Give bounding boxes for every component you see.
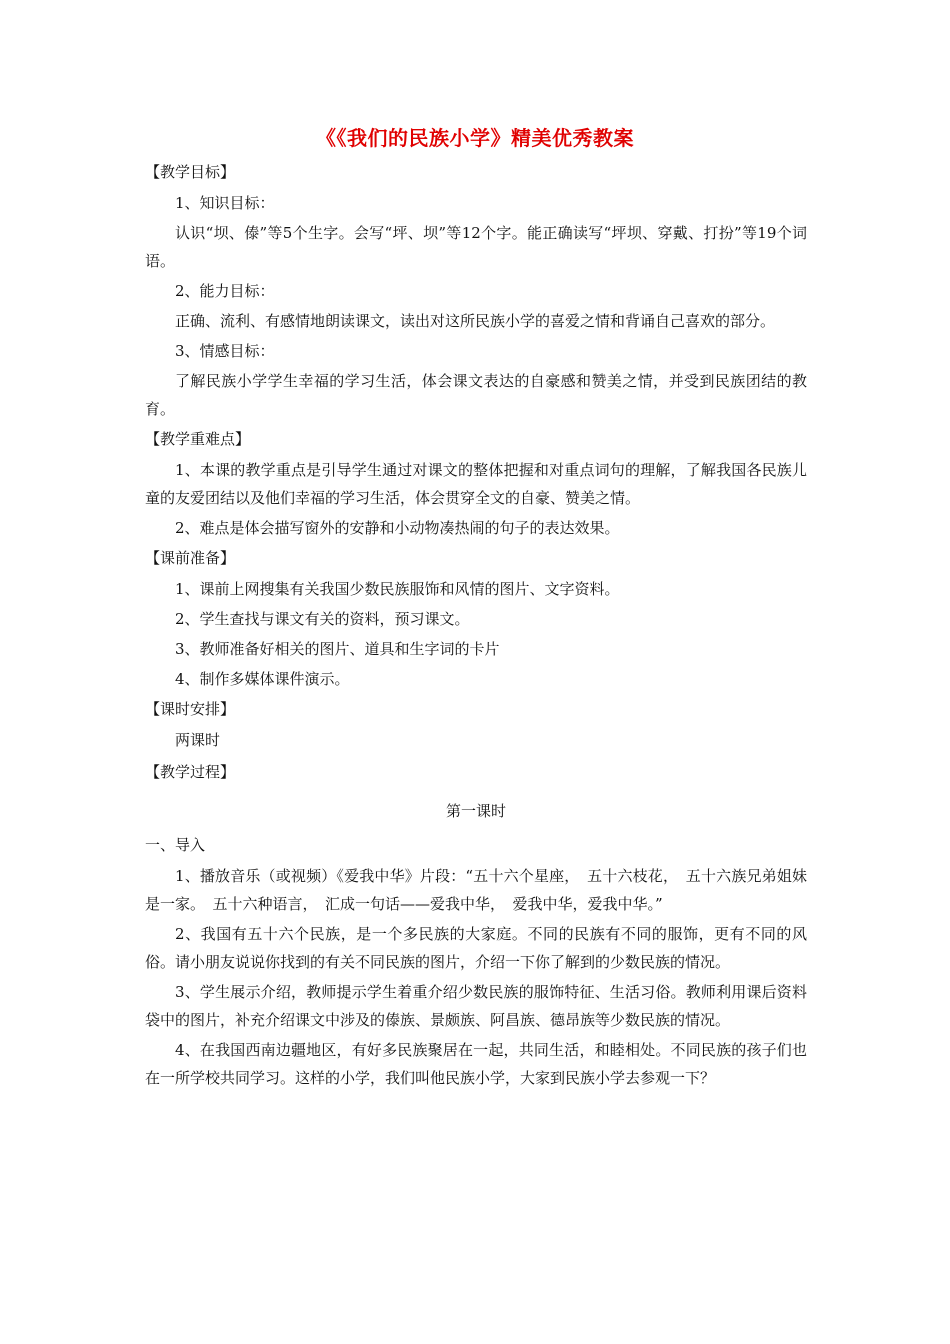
lesson-title: 第一课时: [445, 802, 506, 820]
goal-emotion-text: 了解民族小学学生幸福的学习生活，体会课文表达的自豪感和赞美之情，并受到民族团结的教育。: [145, 372, 807, 418]
goal-emotion-label: 3、情感目标：: [175, 342, 275, 360]
goal-ability-text: 正确、流利、有感情地朗读课文，读出对这所民族小学的喜爱之情和背诵自己喜欢的部分。: [175, 312, 776, 330]
goal-knowledge-label: 1、知识目标：: [175, 194, 275, 212]
intro-step-2: 2、我国有五十六个民族，是一个多民族的大家庭。不同的民族有不同的服饰，更有不同的风俗。请小朋友说说你找到的有关不同民族的图片，介绍一下你了解到的少数民族的情况。: [145, 925, 807, 971]
section-heading-schedule: 【课时安排】: [145, 700, 236, 718]
section-heading-keypoints: 【教学重难点】: [145, 430, 251, 448]
intro-step-1: 1、播放音乐（或视频）《爱我中华》片段：“五十六个星座， 五十六枝花， 五十六族兄弟姐妹是一家。 五十六种语言， 汇成一句话——爱我中华， 爱我中华，爱我中华。”: [145, 867, 807, 913]
section-heading-goals: 【教学目标】: [145, 163, 236, 181]
intro-step-3: 3、学生展示介绍，教师提示学生着重介绍少数民族的服饰特征、生活习俗。教师利用课后资料袋中的图片，补充介绍课文中涉及的傣族、景颇族、阿昌族、德昂族等少数民族的情况。: [145, 983, 807, 1029]
section-heading-process: 【教学过程】: [145, 763, 236, 781]
prep-item-1: 1、课前上网搜集有关我国少数民族服饰和风情的图片、文字资料。: [175, 580, 620, 598]
prep-item-3: 3、教师准备好相关的图片、道具和生字词的卡片: [175, 640, 500, 658]
keypoint-2: 2、难点是体会描写窗外的安静和小动物凑热闹的句子的表达效果。: [175, 519, 620, 537]
section-heading-prep: 【课前准备】: [145, 549, 236, 567]
part-heading-intro: 一、导入: [145, 836, 206, 854]
schedule-text: 两课时: [175, 731, 221, 749]
document-body: [145, 158, 807, 1092]
prep-item-4: 4、制作多媒体课件演示。: [175, 670, 350, 688]
keypoint-1: 1、本课的教学重点是引导学生通过对课文的整体把握和对重点词句的理解，了解我国各民族儿童的友爱团结以及他们幸福的学习生活，体会贯穿全文的自豪、赞美之情。: [145, 461, 807, 507]
prep-item-2: 2、学生查找与课文有关的资料，预习课文。: [175, 610, 470, 628]
goal-ability-label: 2、能力目标：: [175, 282, 275, 300]
document-title: 《《我们的民族小学》精美优秀教案: [316, 126, 634, 150]
intro-step-4: 4、在我国西南边疆地区，有好多民族聚居在一起，共同生活，和睦相处。不同民族的孩子们也在一所学校共同学习。这样的小学，我们叫他民族小学，大家到民族小学去参观一下？: [145, 1041, 807, 1087]
goal-knowledge-text: 认识“坝、傣”等5个生字。会写“坪、坝”等12个字。能正确读写“坪坝、穿戴、打扮”等19个词语。: [145, 224, 807, 270]
